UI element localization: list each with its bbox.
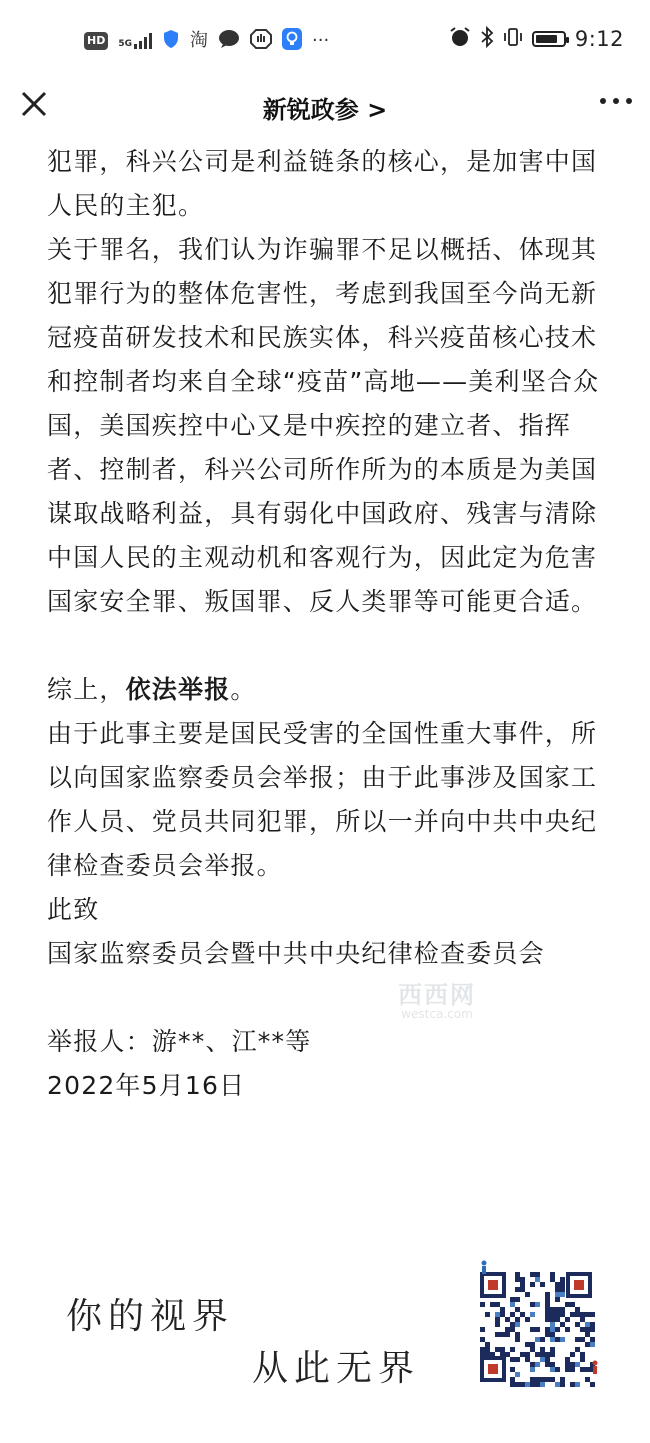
date-line: 2022年5月16日 [47, 1071, 246, 1100]
qr-code-image[interactable] [472, 1260, 602, 1390]
status-icons-left [84, 28, 329, 54]
chat-bubble-icon [218, 29, 240, 53]
more-options-button[interactable] [600, 98, 632, 104]
alarm-icon [449, 26, 471, 52]
lightbulb-icon [282, 28, 302, 54]
hand-icon [250, 28, 272, 54]
paragraph: 犯罪，科兴公司是利益链条的核心，是加害中国人民的主犯。 [47, 147, 598, 220]
dot-icon [613, 98, 619, 104]
paragraph: 关于罪名，我们认为诈骗罪不足以概括、体现其犯罪行为的整体危害性，考虑到我国至今尚无新冠疫苗研发技术和民族实体，科兴疫苗核心技术和控制者均来自全球“疫苗”高地——美利坚合众国，美国疾控中心又是中疾控的建立者、指挥者、控制者，科兴公司所作所为的本质是为美国谋取战略利益，具有弱化中国政府、残害与清除中国人民的主观动机和客观行为，因此定为危害国家安全罪、叛国罪、反人类罪等可能更合适。 [47, 235, 600, 616]
summary-emphasis: 依法举报 [125, 675, 231, 704]
bluetooth-icon [480, 26, 494, 52]
watermark-logo-text: 西西网 [398, 981, 476, 1009]
account-title-link[interactable]: 新锐政参 > [262, 96, 388, 124]
recipient: 国家监察委员会暨中共中央纪律检查委员会 [47, 939, 545, 968]
summary-prefix: 综上， [47, 675, 126, 704]
article-body [47, 140, 617, 1108]
reporter-line: 举报人：游**、江**等 [47, 1027, 312, 1056]
slogan-line-1: 你的视界 [66, 1296, 235, 1337]
battery-icon [532, 31, 566, 47]
summary-suffix: 。 [230, 675, 257, 704]
shield-icon [162, 29, 180, 53]
clock: 9:12 [574, 27, 624, 51]
paragraph-gap [47, 624, 617, 668]
status-icons-right [449, 26, 624, 52]
paragraph: 由于此事主要是国民受害的全国性重大事件，所以向国家监察委员会举报；由于此事涉及国家工作人员、党员共同犯罪，所以一并向中共中央纪律检查委员会举报。 [47, 719, 598, 880]
vibrate-icon [503, 26, 523, 52]
dot-icon [626, 98, 632, 104]
salutation: 此致 [47, 895, 100, 924]
hd-badge: HD [84, 32, 108, 50]
dot-icon [600, 98, 606, 104]
slogan-line-2: 从此无界 [252, 1348, 421, 1389]
summary-paragraph [47, 668, 617, 712]
more-notifications-icon: ··· [312, 30, 330, 51]
paragraph-gap [47, 976, 617, 1020]
status-bar [0, 0, 650, 78]
signal-icon [118, 33, 152, 49]
watermark-url: westca.com [401, 1007, 473, 1021]
site-watermark [382, 982, 492, 1022]
taobao-icon: 淘 [190, 30, 208, 51]
nav-bar [0, 78, 650, 134]
network-label: 5G [118, 39, 132, 49]
